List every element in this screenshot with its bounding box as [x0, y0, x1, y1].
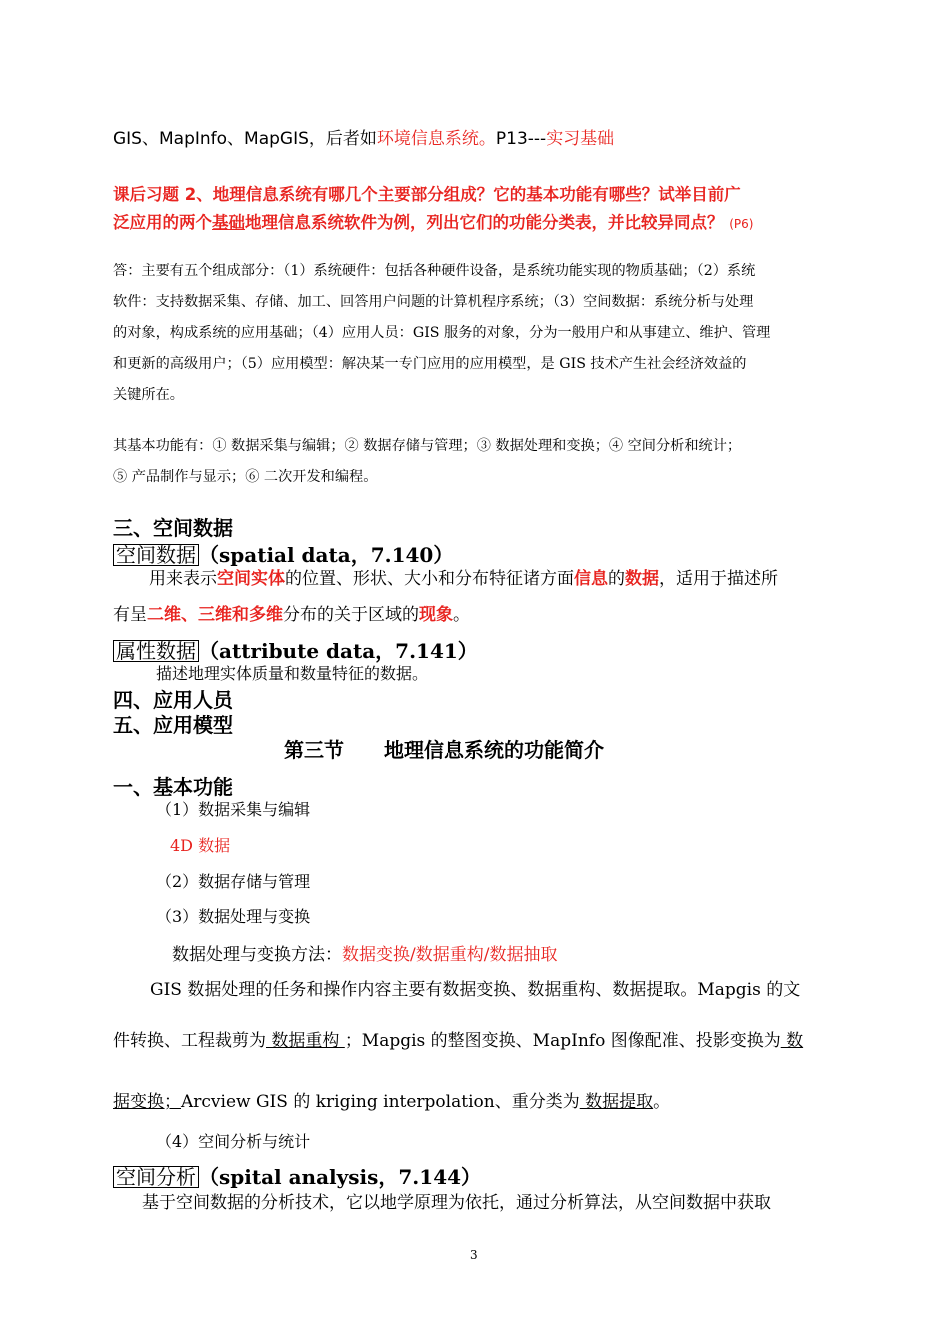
term-box-spatial-analysis: 空间分析 [113, 1166, 199, 1188]
text: 有呈 [113, 605, 147, 625]
underlined-term: 数据提取 [579, 1092, 654, 1112]
answer-line: 软件：支持数据采集、存储、加工、回答用户问题的计算机程序系统；（3）空间数据：系统分析与处理 [113, 294, 754, 310]
underlined-term: 据变换； [113, 1092, 181, 1112]
term-box-attribute-data: 属性数据 [113, 640, 199, 662]
spatial-data-desc-line-1 [149, 564, 778, 589]
top-line-red-1: 环境信息系统。 [376, 129, 496, 149]
attribute-data-definition-heading [113, 635, 478, 664]
spatial-data-ref: （spatial data，7.140） [199, 543, 454, 567]
spatial-analysis-definition-heading [113, 1161, 481, 1190]
text: 的位置、形状、大小和分布特征诸方面 [285, 569, 574, 589]
highlight: 数据变换/数据重构/数据抽取 [342, 945, 558, 965]
gis-para-line-3 [113, 1087, 670, 1112]
attribute-data-ref: （attribute data，7.141） [199, 639, 478, 663]
attribute-data-desc: 描述地理实体质量和数量特征的数据。 [156, 664, 429, 683]
exercise-text-b: 地理信息系统软件为例，列出它们的功能分类表，并比较异同点？ [245, 213, 724, 232]
top-line-prefix: GIS、MapInfo、MapGIS，后者如 [113, 129, 377, 149]
answer-line: 的对象，构成系统的应用基础；（4）应用人员：GIS 服务的对象，分为一般用户和从事建立、维护、管理 [113, 325, 771, 341]
highlight: 二维、三维和多维 [147, 605, 283, 625]
functions-line: 其基本功能有：① 数据采集与编辑；② 数据存储与管理；③ 数据处理和变换；④ 空间分析和统计； [113, 438, 742, 454]
section-heading-application-model: 五、应用模型 [113, 713, 233, 737]
chapter-title: 第三节 地理信息系统的功能简介 [284, 738, 604, 762]
text: Arcview GIS 的 kriging interpolation、重分类为 [181, 1092, 580, 1112]
text: 。 [453, 605, 470, 625]
text: 。 [653, 1092, 671, 1112]
exercise-line-1: 课后习题 2、地理信息系统有哪几个主要部分组成？它的基本功能有哪些？试举目前广 [113, 185, 741, 204]
gis-para-line-1: GIS 数据处理的任务和操作内容主要有数据变换、数据重构、数据提取。Mapgis 的文 [150, 980, 801, 1000]
text: ；Mapgis 的整图变换、MapInfo 图像配准、投影变换为 [344, 1031, 781, 1051]
top-line-mid: P13--- [495, 129, 547, 149]
exercise-page-ref: (P6) [729, 217, 754, 231]
spatial-analysis-ref: （spital analysis，7.144） [199, 1165, 482, 1189]
text: ，适用于描述所 [659, 569, 778, 589]
highlight: 现象 [419, 605, 453, 625]
exercise-line-2 [113, 209, 753, 233]
basic-functions-heading: 一、基本功能 [113, 775, 233, 799]
text: 用来表示 [149, 569, 217, 589]
answer-line: 答：主要有五个组成部分：（1）系统硬件：包括各种硬件设备，是系统功能实现的物质基础；（2）系统 [113, 263, 756, 279]
page-number: 3 [470, 1248, 478, 1262]
item-data-processing: （3）数据处理与变换 [156, 907, 311, 926]
gis-para-line-2 [113, 1026, 803, 1051]
functions-paragraph [113, 431, 741, 493]
term-box-spatial-data: 空间数据 [113, 544, 199, 566]
item-4d-data: 4D 数据 [170, 836, 231, 855]
top-line [113, 124, 614, 149]
answer-line: 和更新的高级用户；（5）应用模型：解决某一专门应用的应用模型，是 GIS 技术产生社会经济效益的 [113, 356, 747, 372]
answer-paragraph [113, 256, 770, 411]
exercise-text-a: 泛应用的两个 [113, 213, 212, 232]
text: 数据处理与变换方法： [172, 945, 342, 965]
text: 的 [608, 569, 625, 589]
processing-methods [172, 940, 557, 965]
functions-line: ⑤ 产品制作与显示；⑥ 二次开发和编程。 [113, 469, 378, 485]
spatial-analysis-desc: 基于空间数据的分析技术，它以地学原理为依托，通过分析算法，从空间数据中获取 [142, 1193, 771, 1213]
underlined-term: 数据重构 [266, 1031, 345, 1051]
section-heading-application-personnel: 四、应用人员 [113, 688, 233, 712]
item-spatial-analysis: （4）空间分析与统计 [156, 1132, 311, 1151]
answer-line: 关键所在。 [113, 387, 184, 403]
highlight: 信息 [574, 569, 608, 589]
spatial-data-desc-line-2 [113, 600, 470, 625]
highlight: 空间实体 [217, 569, 285, 589]
section-heading-spatial-data: 三、空间数据 [113, 516, 233, 540]
text: 件转换、工程裁剪为 [113, 1031, 266, 1051]
top-line-red-2: 实习基础 [546, 129, 615, 149]
underlined-term: 数 [780, 1031, 804, 1051]
item-data-storage: （2）数据存储与管理 [156, 872, 311, 891]
text: 分布的关于区域的 [283, 605, 419, 625]
highlight: 数据 [625, 569, 659, 589]
exercise-underlined: 基础 [212, 213, 245, 232]
item-data-collection: （1）数据采集与编辑 [156, 800, 311, 819]
